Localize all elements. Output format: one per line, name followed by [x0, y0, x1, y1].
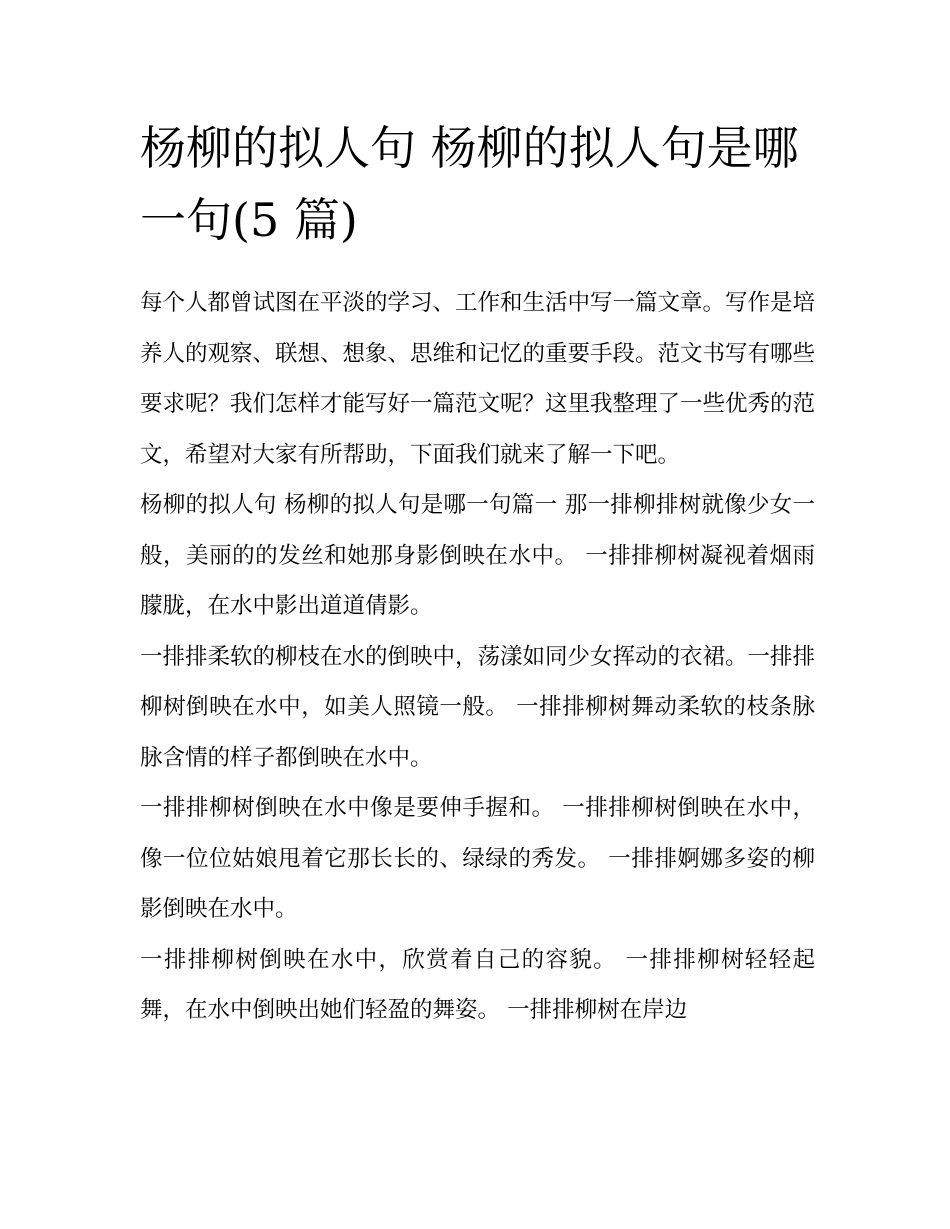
document-title: 杨柳的拟人句 杨柳的拟人句是哪一句(5 篇) [140, 121, 799, 247]
paragraph-2: 一排排柔软的柳枝在水的倒映中，荡漾如同少女挥动的衣裙。一排排柳树倒映在水中，如美人照镜一般。 一排排柳树舞动柔软的枝条脉脉含情的样子都倒映在水中。 [140, 643, 816, 771]
document-page [140, 112, 815, 1036]
paragraph-1: 杨柳的拟人句 杨柳的拟人句是哪一句篇一 那一排柳排树就像少女一般，美丽的的发丝和她那身影倒映在水中。 一排排柳树凝视着烟雨朦胧，在水中影出道道倩影。 [140, 492, 815, 619]
paragraph-4: 一排排柳树倒映在水中，欣赏着自己的容貌。 一排排柳树轻轻起舞，在水中倒映出她们轻盈的舞姿。 一排排柳树在岸边 [140, 946, 815, 1023]
paragraph-intro: 每个人都曾试图在平淡的学习、工作和生活中写一篇文章。写作是培养人的观察、联想、想象、思维和记忆的重要手段。范文书写有哪些要求呢？我们怎样才能写好一篇范文呢？这里我整理了一些优秀的范文，希望对大家有所帮助，下面我们就来了解一下吧。 [140, 290, 816, 468]
paragraph-3: 一排排柳树倒映在水中像是要伸手握和。 一排排柳树倒映在水中，像一位位姑娘甩着它那长长的、绿绿的秀发。 一排排婀娜多姿的柳影倒映在水中。 [140, 795, 815, 922]
